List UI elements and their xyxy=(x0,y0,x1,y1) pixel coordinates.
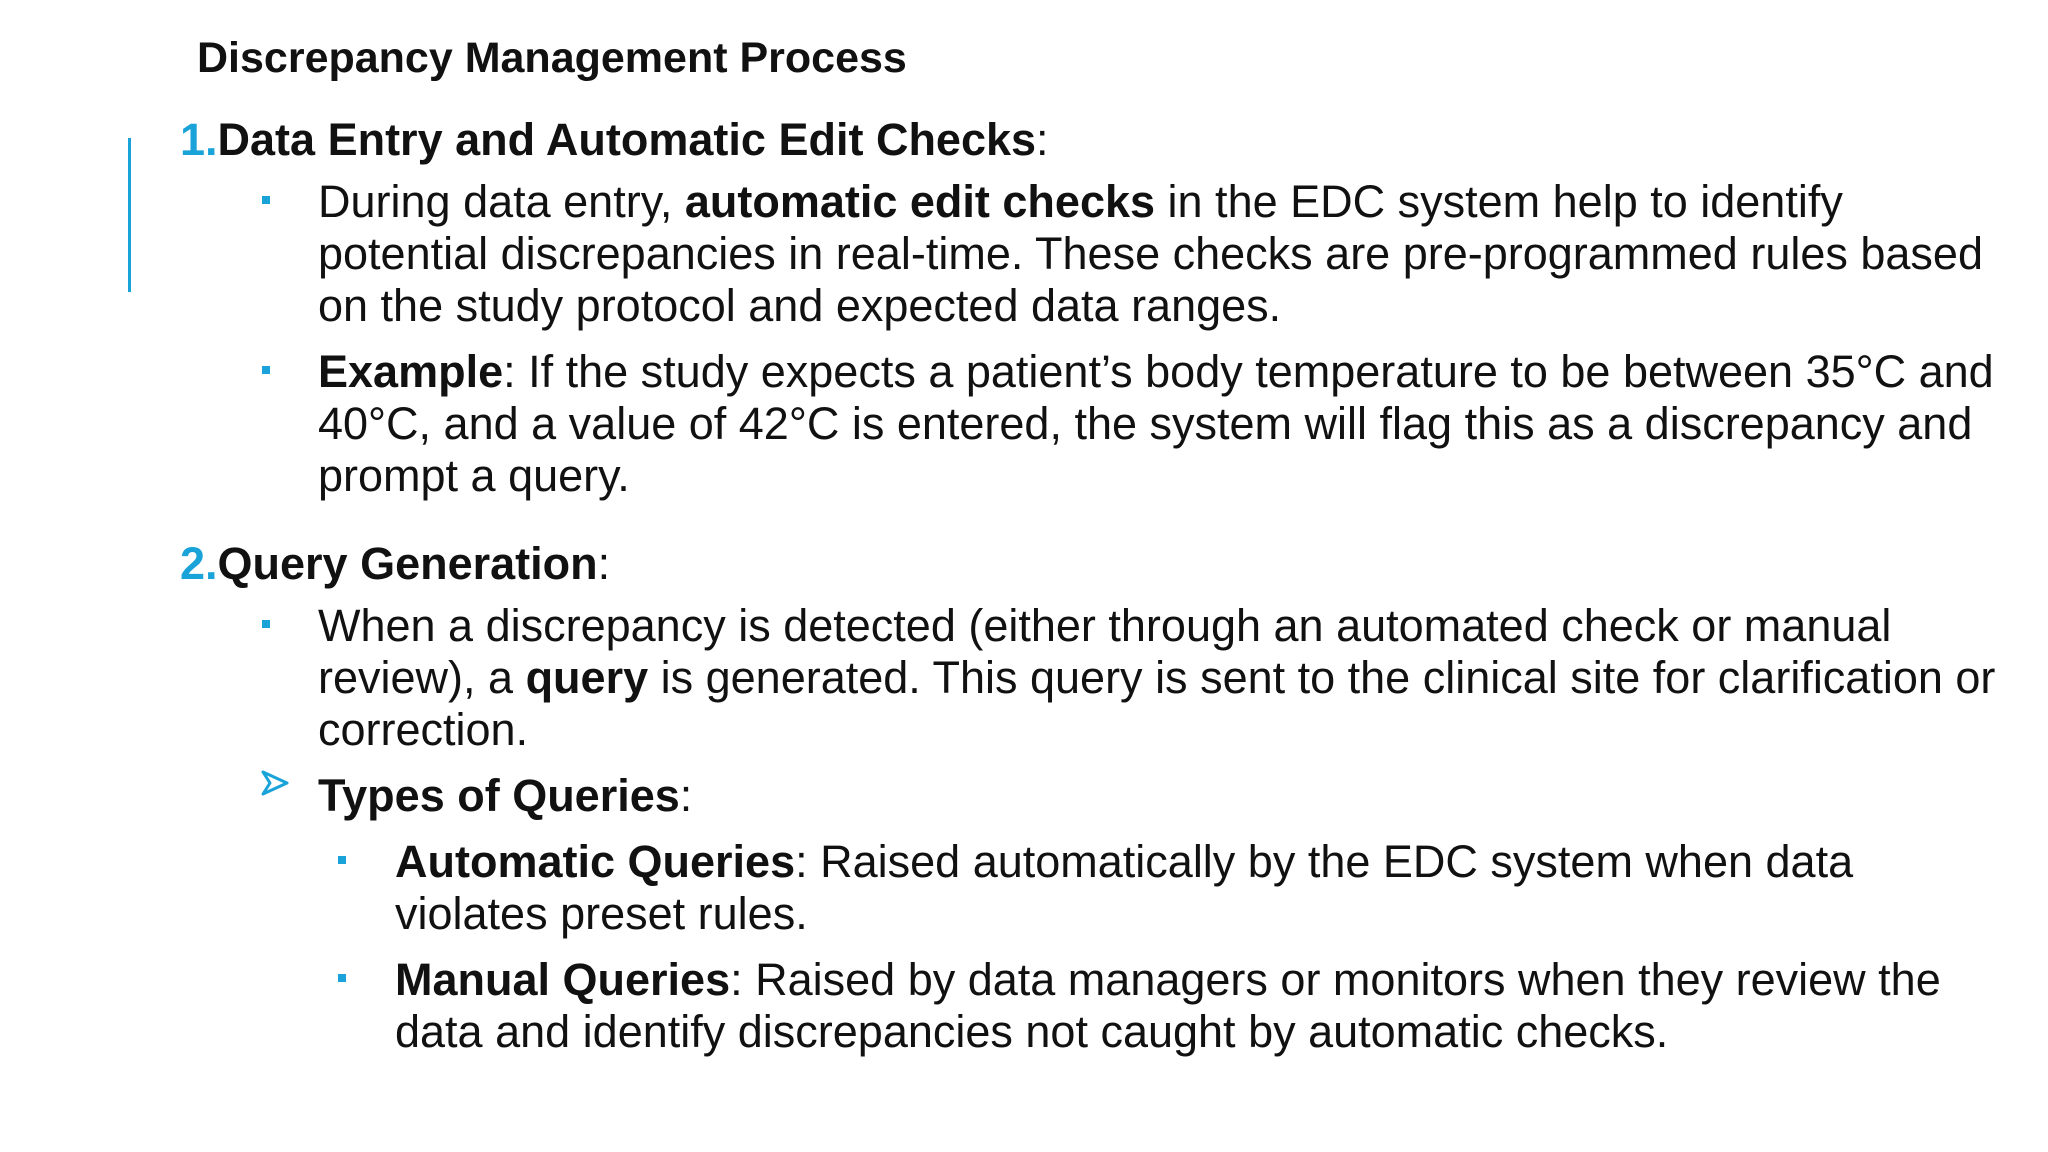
bullet-text: : If the study expects a patient’s body temperature to be between 35°C and 40°C, and a value of 42°C is entered, the system will flag this as a discrepancy and prompt a query. xyxy=(318,346,1994,501)
bullet-text: : Raised automatically by the EDC system when data violates preset rules. xyxy=(395,836,1854,939)
section-number: 2. xyxy=(180,538,218,589)
bullet-text: During data entry, xyxy=(318,176,685,227)
bullet-bold-text: automatic edit checks xyxy=(684,176,1156,227)
bullet-bold-text: Types of Queries xyxy=(318,770,680,821)
bullet-text: : Raised by data managers or monitors when they review the data and identify discrepancies not caught by automatic checks. xyxy=(395,954,1941,1057)
bullet-text: in the EDC system help to identify potential discrepancies in real-time. These checks are pre-programmed rules based on the study protocol and expected data ranges. xyxy=(318,176,1983,331)
bullet-item xyxy=(180,346,2000,502)
bullet-bold-text: Example xyxy=(318,346,504,397)
square-bullet-icon xyxy=(338,974,346,982)
bullet-bold-text: query xyxy=(525,652,649,703)
accent-line xyxy=(128,138,131,292)
square-bullet-icon xyxy=(262,366,270,374)
bullet-bold-text: Manual Queries xyxy=(395,954,731,1005)
square-bullet-icon xyxy=(338,856,346,864)
bullet-item xyxy=(180,600,2000,756)
bullet-item xyxy=(180,770,2000,822)
page-title: Discrepancy Management Process xyxy=(197,34,907,82)
arrow-bullet-icon xyxy=(260,768,290,798)
square-bullet-icon xyxy=(262,620,270,628)
section-2 xyxy=(180,534,2000,1058)
section-heading-text: Query Generation xyxy=(217,538,598,589)
sub-bullet-item xyxy=(180,836,2000,940)
section-1 xyxy=(180,110,2000,502)
section-number: 1. xyxy=(180,114,218,165)
sub-bullet-item xyxy=(180,954,2000,1058)
section-heading-suffix: : xyxy=(1036,114,1049,165)
bullet-text: : xyxy=(679,770,693,821)
bullet-bold-text: Automatic Queries xyxy=(395,836,796,887)
section-heading-suffix: : xyxy=(597,538,611,589)
section-heading-text: Data Entry and Automatic Edit Checks xyxy=(217,114,1037,165)
bullet-text: is generated. This query is sent to the clinical site for clarification or correction. xyxy=(318,652,1996,755)
square-bullet-icon xyxy=(262,196,270,204)
bullet-item xyxy=(180,176,2000,332)
slide-content xyxy=(180,110,2000,1058)
section-heading xyxy=(180,110,2000,170)
section-heading xyxy=(180,534,2000,594)
bullet-text: When a discrepancy is detected (either through an automated check or manual review), a xyxy=(318,600,1892,703)
